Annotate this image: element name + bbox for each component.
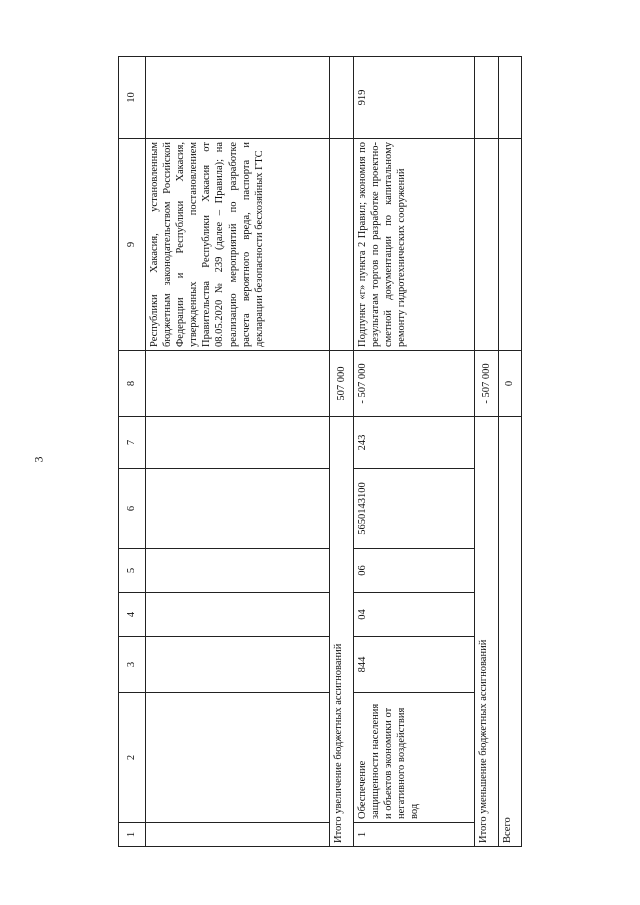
item-number: 1: [353, 823, 474, 847]
budget-table-rotated: [118, 57, 522, 847]
decrease-total-label: Итого уменьшение бюджетных ассигнований: [475, 417, 498, 847]
item-col10: 919: [353, 57, 474, 139]
header-col-3: 3: [119, 637, 146, 693]
item-name: Обеспечение защищенности населения и объектов экономики от негативного воздействия вод: [353, 693, 474, 823]
continuation-row: [145, 57, 330, 847]
increase-total-row: [330, 57, 353, 847]
grand-total-label: Всего: [498, 417, 521, 847]
header-row: [119, 57, 146, 847]
grand-total-amount: 0: [498, 351, 521, 417]
increase-total-label: Итого увеличение бюджетных ассигнований: [330, 417, 353, 847]
item-row: [353, 57, 474, 847]
item-col3: 844: [353, 637, 474, 693]
header-col-1: 1: [119, 823, 146, 847]
item-col4: 04: [353, 593, 474, 637]
page-number: 3: [31, 456, 46, 463]
decrease-total-row: [475, 57, 498, 847]
header-col-8: 8: [119, 351, 146, 417]
header-col-7: 7: [119, 417, 146, 469]
header-col-5: 5: [119, 549, 146, 593]
item-col5: 06: [353, 549, 474, 593]
header-col-6: 6: [119, 469, 146, 549]
increase-total-amount: 507 000: [330, 351, 353, 417]
budget-table: [118, 56, 522, 847]
item-col8: - 507 000: [353, 351, 474, 417]
header-col-10: 10: [119, 57, 146, 139]
item-col7: 243: [353, 417, 474, 469]
decrease-total-amount: - 507 000: [475, 351, 498, 417]
item-col6: 5650143100: [353, 469, 474, 549]
header-col-9: 9: [119, 139, 146, 351]
continuation-basis-text: Республики Хакасия, установленным бюджетным законодательством Российской Федерации и Республики Хакасия, утвержденных постановлением Правительства Республики Хакасия от 08.05.2020 № 239 (далее – Правила); на реализацию мероприятий по разработке расчета вероятного вреда, паспорта и декларации безопасности бесхозяйных ГТС: [145, 139, 330, 351]
header-col-4: 4: [119, 593, 146, 637]
grand-total-row: [498, 57, 521, 847]
header-col-2: 2: [119, 693, 146, 823]
item-basis-text: Подпункт «г» пункта 2 Правил; экономия по результатам торгов по разработке проектно-сметной документации по капитальному ремонту гидротехнических сооружений: [353, 139, 474, 351]
